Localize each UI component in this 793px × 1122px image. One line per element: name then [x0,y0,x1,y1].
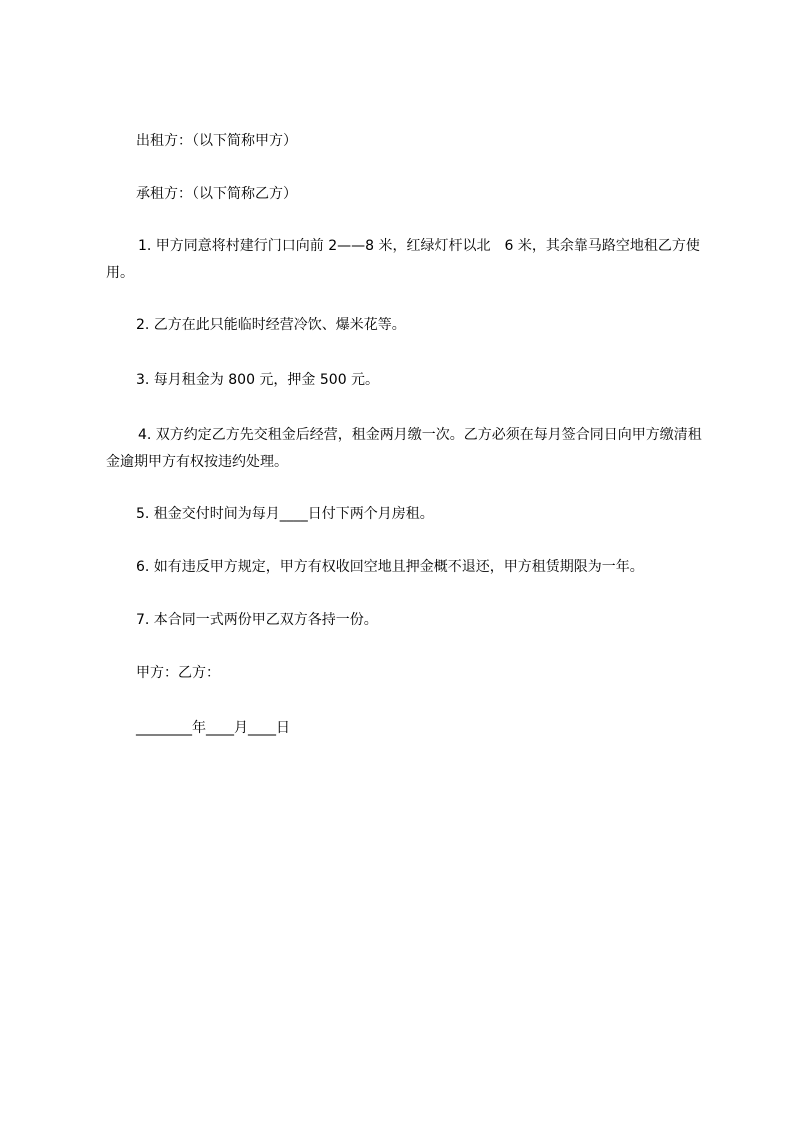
clause-7: 7. 本合同一式两份甲乙双方各持一份。 [136,612,378,628]
clause-6: 6. 如有违反甲方规定，甲方有权收回空地且押金概不退还，甲方租赁期限为一年。 [136,559,644,575]
lessor-line: 出租方：（以下简称甲方） [136,133,297,149]
date-line: ________年____月____日 [136,720,290,736]
clause-5: 5. 租金交付时间为每月____日付下两个月房租。 [136,506,434,522]
clause-4: 4. 双方约定乙方先交租金后经营，租金两月缴一次。乙方必须在每月签合同日向甲方缴清租金逾期甲方有权按违约处理。 [106,427,702,470]
clause-1: 1. 甲方同意将村建行门口向前 2——8 米，红绿灯杆以北 6 米，其余靠马路空地租乙方使用。 [106,238,700,281]
signature-line: 甲方：乙方： [136,665,220,681]
clause-3: 3. 每月租金为 800 元，押金 500 元。 [136,372,380,388]
clause-2: 2. 乙方在此只能临时经营冷饮、爆米花等。 [136,317,406,333]
lessee-line: 承租方：（以下简称乙方） [136,186,297,202]
